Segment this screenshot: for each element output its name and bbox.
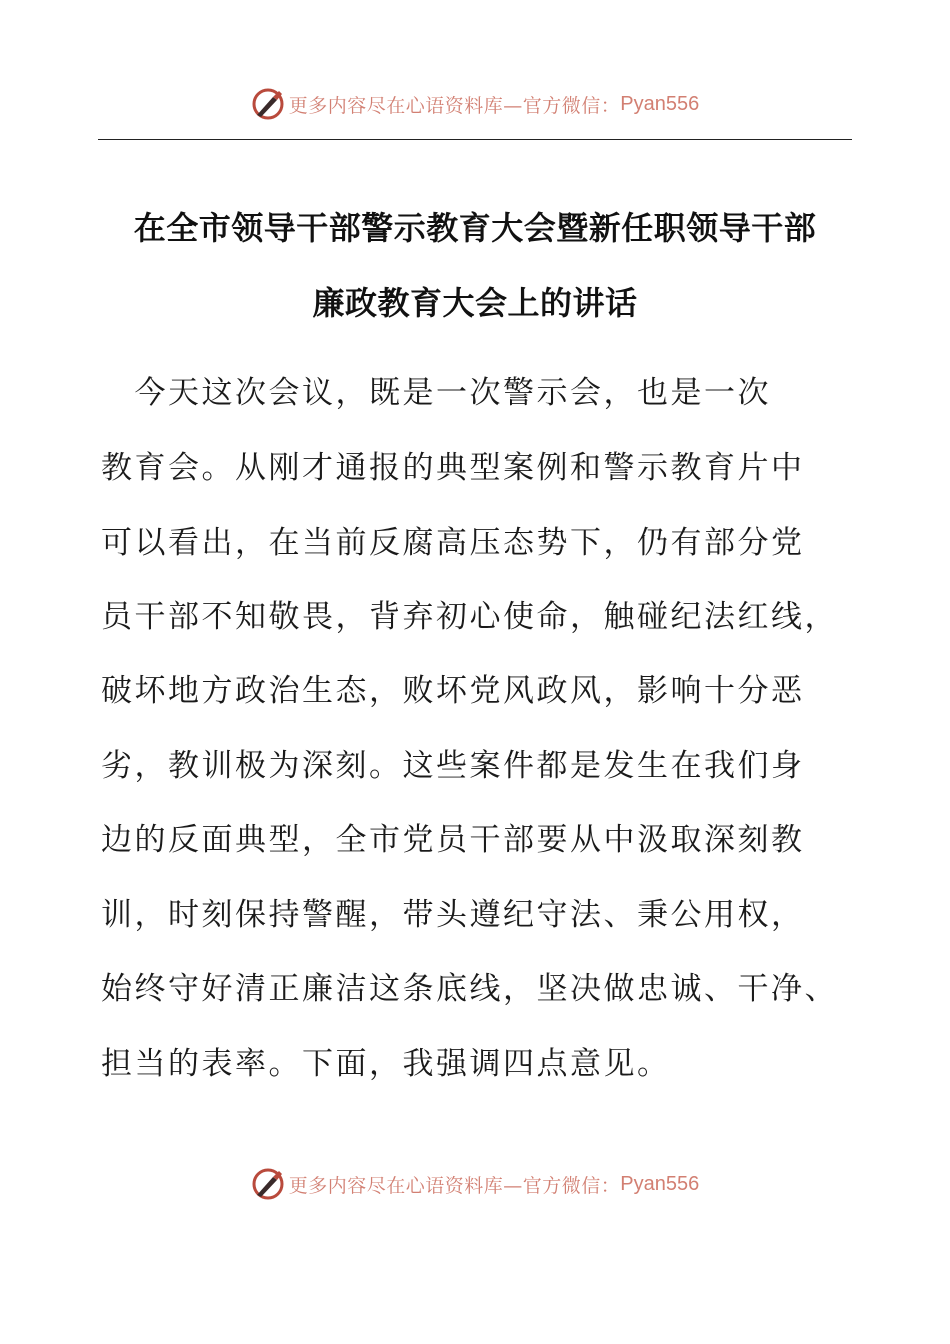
body-line: 始终守好清正廉洁这条底线，坚决做忠诚、干净、	[101, 971, 838, 1007]
document-title-line-1: 在全市领导干部警示教育大会暨新任职领导干部	[133, 209, 817, 247]
header-banner	[0, 84, 950, 124]
pen-logo-icon	[251, 87, 285, 121]
pen-logo-icon	[251, 1167, 285, 1201]
banner-text: 更多内容尽在心语资料库—官方微信：	[288, 1174, 621, 1197]
body-line: 教育会。从刚才通报的典型案例和警示教育片中	[101, 450, 805, 486]
document-title-line-2: 廉政教育大会上的讲话	[312, 284, 638, 322]
body-line: 劣，教训极为深刻。这些案件都是发生在我们身	[101, 748, 805, 784]
body-line: 边的反面典型，全市党员干部要从中汲取深刻教	[101, 822, 805, 858]
banner-wechat-id: Pyan556	[620, 1172, 700, 1195]
banner-wechat-id: Pyan556	[620, 92, 700, 115]
header-divider	[98, 139, 852, 140]
body-line: 担当的表率。下面，我强调四点意见。	[101, 1046, 671, 1082]
body-line: 破坏地方政治生态，败坏党风政风，影响十分恶	[101, 673, 805, 709]
body-line: 员干部不知敬畏，背弃初心使命，触碰纪法红线，	[101, 599, 838, 635]
banner-text: 更多内容尽在心语资料库—官方微信：	[288, 94, 621, 117]
body-line: 可以看出，在当前反腐高压态势下，仍有部分党	[101, 525, 805, 561]
body-line: 训，时刻保持警醒，带头遵纪守法、秉公用权，	[101, 897, 805, 933]
footer-banner	[0, 1164, 950, 1204]
body-line: 今天这次会议，既是一次警示会，也是一次	[101, 375, 771, 411]
